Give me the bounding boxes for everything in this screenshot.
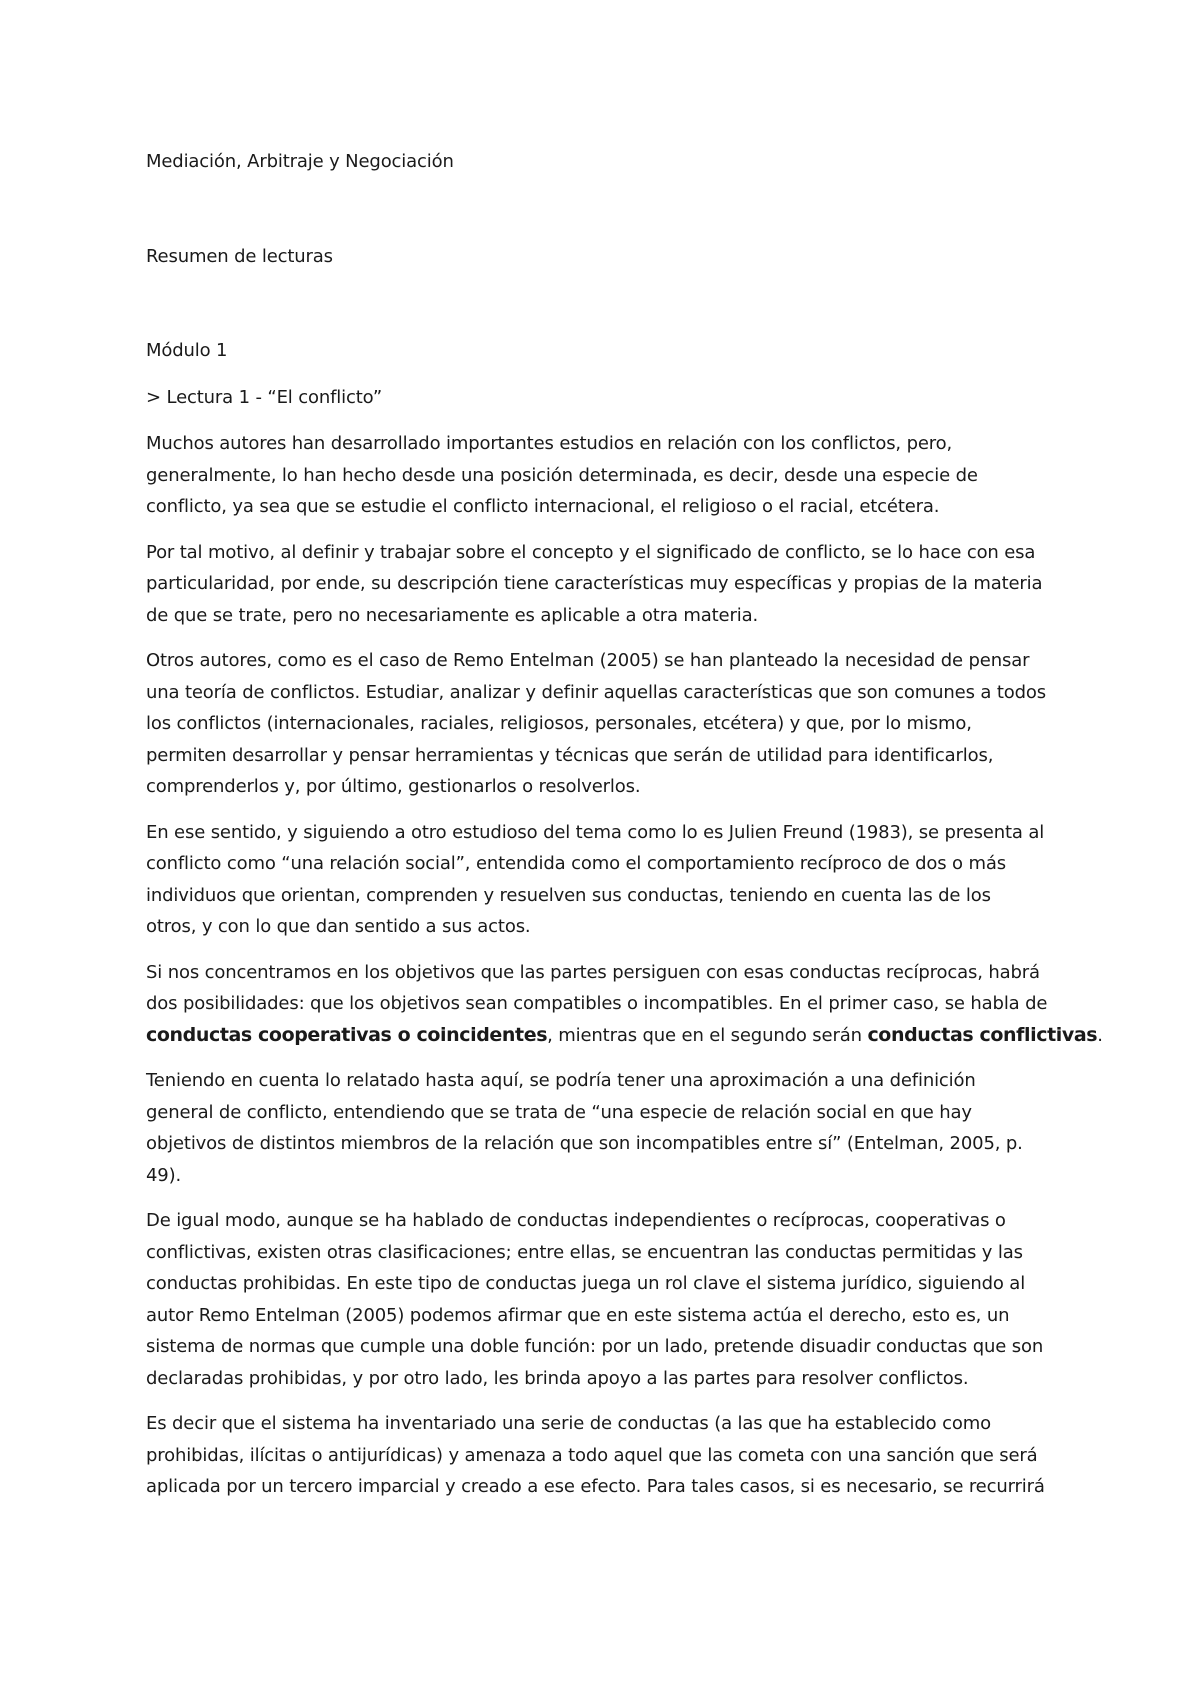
document-body: [146, 146, 1103, 1517]
paragraph-line: aplicada por un tercero imparcial y creado a ese efecto. Para tales casos, si es necesario, se recurrirá: [146, 1476, 1045, 1497]
paragraph-line: conflictivas, existen otras clasificaciones; entre ellas, se encuentran las conductas permitidas y las: [146, 1241, 1023, 1263]
paragraph-line: Si nos concentramos en los objetivos que las partes persiguen con esas conductas recíprocas, habrá: [146, 961, 1040, 983]
paragraph-line: general de conflicto, entendiendo que se trata de “una especie de relación social en que hay: [146, 1101, 972, 1123]
document-title: Mediación, Arbitraje y Negociación: [146, 151, 454, 172]
paragraph-line: Es decir que el sistema ha inventariado una serie de conductas (a las que ha establecido como: [146, 1413, 991, 1434]
paragraph-line: conflicto, ya sea que se estudie el conflicto internacional, el religioso o el racial, etcétera.: [146, 496, 940, 517]
paragraph-line: los conflictos (internacionales, raciales, religiosos, personales, etcétera) y que, por lo mismo,: [146, 713, 972, 734]
paragraph-3: [146, 645, 1056, 803]
paragraph-line: una teoría de conflictos. Estudiar, analizar y definir aquellas características que son comunes a todos: [146, 681, 1046, 703]
paragraph-line: de que se trate, pero no necesariamente es aplicable a otra materia.: [146, 604, 759, 626]
paragraph-line: 49).: [146, 1164, 182, 1186]
paragraph-line: comprenderlos y, por último, gestionarlos o resolverlos.: [146, 776, 641, 797]
paragraph-line: sistema de normas que cumple una doble función: por un lado, pretende disuadir conductas que son: [146, 1336, 1044, 1357]
emphasis-cooperative-conduct: conductas cooperativas o coincidentes: [146, 1023, 548, 1046]
paragraph-line: permiten desarrollar y pensar herramientas y técnicas que serán de utilidad para identificarlos,: [146, 744, 994, 766]
paragraph-5: [146, 957, 1103, 1052]
emphasis-conflictive-conduct: conductas conflictivas: [867, 1023, 1098, 1046]
paragraph-line: Teniendo en cuenta lo relatado hasta aquí, se podría tener una aproximación a una definición: [146, 1070, 976, 1091]
document-subtitle: Resumen de lecturas: [146, 245, 333, 267]
paragraph-line: conflicto como “una relación social”, entendida como el comportamiento recíproco de dos o más: [146, 853, 1006, 874]
paragraph-line: objetivos de distintos miembros de la relación que son incompatibles entre sí” (Entelman, 2005, p.: [146, 1133, 1023, 1154]
paragraph-line: Muchos autores han desarrollado importantes estudios en relación con los conflictos, pero,: [146, 433, 953, 454]
paragraph-line: conductas prohibidas. En este tipo de conductas juega un rol clave el sistema jurídico, siguiendo al: [146, 1273, 1026, 1294]
paragraph-line: En ese sentido, y siguiendo a otro estudioso del tema como lo es Julien Freund (1983), se presenta al: [146, 821, 1045, 843]
paragraph-line: Otros autores, como es el caso de Remo Entelman (2005) se han planteado la necesidad de pensar: [146, 650, 1030, 671]
lecture-heading: > Lectura 1 - “El conflicto”: [146, 386, 383, 408]
paragraph-line: generalmente, lo han hecho desde una posición determinada, es decir, desde una especie de: [146, 464, 978, 486]
paragraph-line: De igual modo, aunque se ha hablado de conductas independientes o recíprocas, cooperativas o: [146, 1210, 1006, 1231]
paragraph-2: [146, 537, 1056, 632]
paragraph-line: individuos que orientan, comprenden y resuelven sus conductas, teniendo en cuenta las de los: [146, 884, 991, 906]
paragraph-7: [146, 1205, 1056, 1394]
period-text: .: [1097, 1024, 1103, 1046]
paragraph-line: prohibidas, ilícitas o antijurídicas) y amenaza a todo aquel que las cometa con una sanción que será: [146, 1444, 1038, 1466]
paragraph-1: [146, 428, 1056, 523]
paragraph-line: autor Remo Entelman (2005) podemos afirmar que en este sistema actúa el derecho, esto es, un: [146, 1304, 1010, 1326]
module-heading: Módulo 1: [146, 340, 228, 361]
paragraph-line: dos posibilidades: que los objetivos sean compatibles o incompatibles. En el primer caso, se habla de: [146, 993, 1048, 1014]
paragraph-4: [146, 817, 1056, 943]
paragraph-6: [146, 1065, 1056, 1191]
paragraph-line: otros, y con lo que dan sentido a sus actos.: [146, 916, 531, 937]
paragraph-line: particularidad, por ende, su descripción tiene características muy específicas y propias de la materia: [146, 573, 1043, 594]
paragraph-line: Por tal motivo, al definir y trabajar sobre el concepto y el significado de conflicto, se lo hace con esa: [146, 541, 1036, 563]
paragraph-line-with-emphasis: [146, 1020, 1103, 1052]
connector-text: , mientras que en el segundo serán: [547, 1024, 868, 1046]
paragraph-8: [146, 1408, 1056, 1503]
paragraph-line: declaradas prohibidas, y por otro lado, les brinda apoyo a las partes para resolver conflictos.: [146, 1367, 969, 1389]
